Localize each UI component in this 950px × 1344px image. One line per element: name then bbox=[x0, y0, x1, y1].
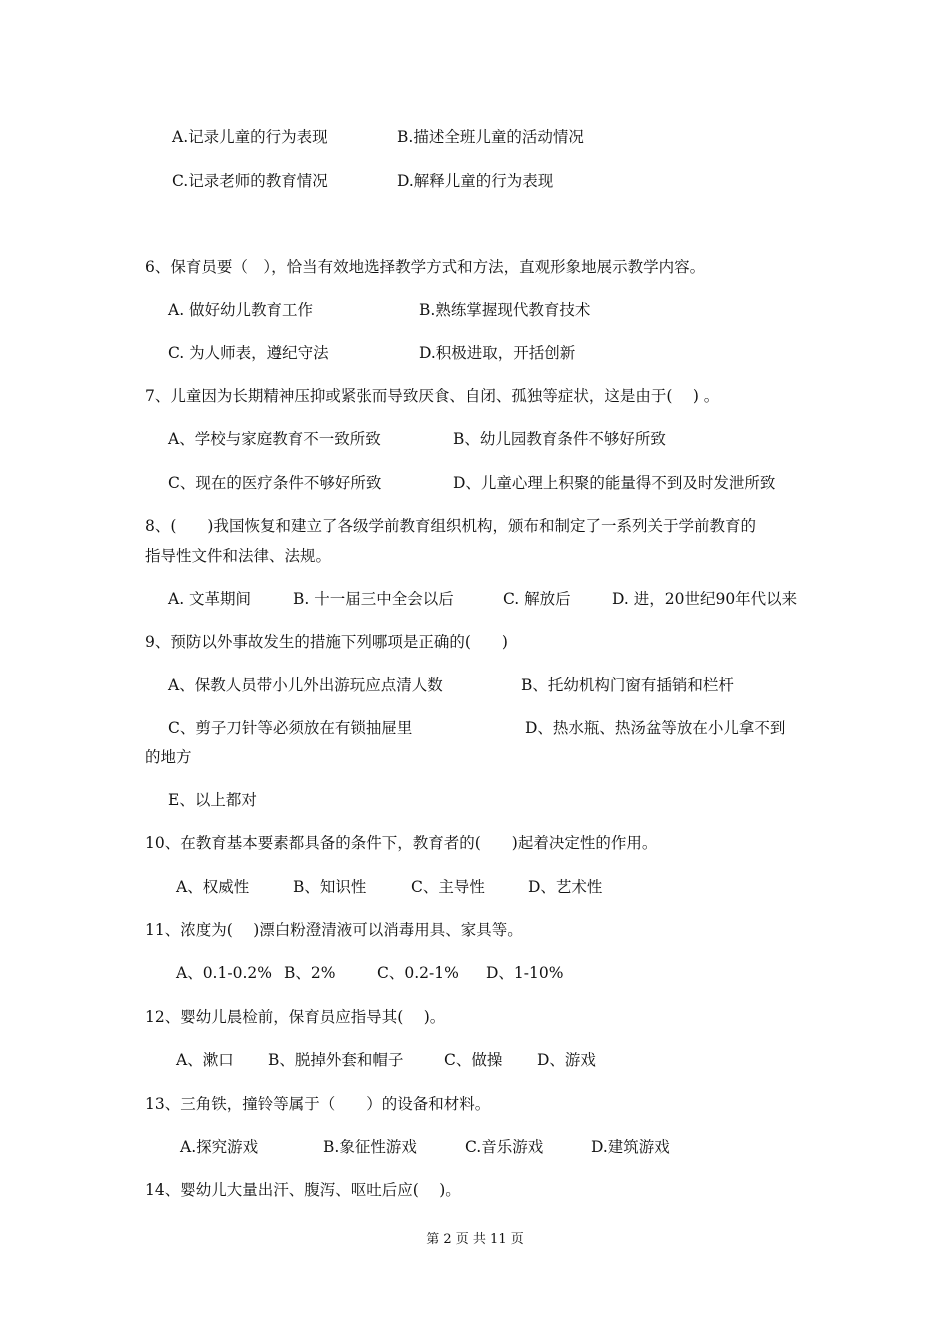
q12-option-b: B、脱掉外套和帽子 bbox=[268, 1051, 404, 1069]
q8-option-c: C. 解放后 bbox=[503, 590, 571, 608]
q8-stem-line2: 指导性文件和法律、法规。 bbox=[145, 547, 332, 565]
q6-option-b: B.熟练掌握现代教育技术 bbox=[419, 301, 591, 319]
q10-option-c: C、主导性 bbox=[411, 878, 485, 896]
q11-option-b: B、2% bbox=[284, 964, 336, 982]
q7-option-d: D、儿童心理上积聚的能量得不到及时发泄所致 bbox=[453, 474, 776, 492]
q10-option-b: B、知识性 bbox=[293, 878, 367, 896]
q13-option-b: B.象征性游戏 bbox=[323, 1138, 417, 1156]
page-number-footer: 第 2 页 共 11 页 bbox=[426, 1232, 524, 1247]
q5-option-b: B.描述全班儿童的活动情况 bbox=[397, 128, 584, 146]
q13-option-d: D.建筑游戏 bbox=[591, 1138, 670, 1156]
q11-option-c: C、0.2-1% bbox=[377, 964, 459, 982]
q13-option-c: C.音乐游戏 bbox=[465, 1138, 544, 1156]
q9-stem: 9、预防以外事故发生的措施下列哪项是正确的( ) bbox=[145, 633, 508, 651]
q5-option-d: D.解释儿童的行为表现 bbox=[397, 172, 554, 190]
q13-option-a: A.探究游戏 bbox=[180, 1138, 259, 1156]
q8-option-a: A. 文革期间 bbox=[168, 590, 252, 608]
q6-option-c: C. 为人师表，遵纪守法 bbox=[168, 344, 329, 362]
q12-stem: 12、婴幼儿晨检前，保育员应指导其( )。 bbox=[145, 1008, 446, 1026]
q13-stem: 13、三角铁，撞铃等属于（ ）的设备和材料。 bbox=[145, 1095, 491, 1113]
q10-option-d: D、艺术性 bbox=[528, 878, 603, 896]
q10-stem: 10、在教育基本要素都具备的条件下，教育者的( )起着决定性的作用。 bbox=[145, 834, 658, 852]
q6-option-a: A. 做好幼儿教育工作 bbox=[168, 301, 314, 319]
q9-option-a: A、保教人员带小儿外出游玩应点清人数 bbox=[168, 676, 443, 694]
q12-option-d: D、游戏 bbox=[537, 1051, 596, 1069]
q9-option-b: B、托幼机构门窗有插销和栏杆 bbox=[521, 676, 734, 694]
q6-stem: 6、保育员要（ ），恰当有效地选择教学方式和方法，直观形象地展示教学内容。 bbox=[145, 258, 706, 276]
q9-option-c: C、剪子刀针等必须放在有锁抽屉里 bbox=[168, 719, 413, 737]
q6-option-d: D.积极进取，开括创新 bbox=[419, 344, 576, 362]
q11-option-a: A、0.1-0.2% bbox=[176, 964, 272, 982]
q12-option-c: C、做操 bbox=[444, 1051, 503, 1069]
q5-option-c: C.记录老师的教育情况 bbox=[172, 172, 328, 190]
q8-option-d: D. 进，20世纪90年代以来 bbox=[612, 590, 798, 608]
q8-option-b: B. 十一届三中全会以后 bbox=[293, 590, 454, 608]
q8-stem-line1: 8、( )我国恢复和建立了各级学前教育组织机构，颁布和制定了一系列关于学前教育的 bbox=[145, 517, 756, 535]
q9-option-e: E、以上都对 bbox=[168, 791, 257, 809]
q7-option-b: B、幼儿园教育条件不够好所致 bbox=[453, 430, 666, 448]
q12-option-a: A、漱口 bbox=[176, 1051, 234, 1069]
q14-stem: 14、婴幼儿大量出汗、腹泻、呕吐后应( )。 bbox=[145, 1181, 461, 1199]
q7-option-a: A、学校与家庭教育不一致所致 bbox=[168, 430, 381, 448]
q5-option-a: A.记录儿童的行为表现 bbox=[172, 128, 328, 146]
q9-option-d-line2: 的地方 bbox=[145, 748, 192, 766]
q7-stem: 7、儿童因为长期精神压抑或紧张而导致厌食、自闭、孤独等症状，这是由于( ) 。 bbox=[145, 387, 720, 405]
q7-option-c: C、现在的医疗条件不够好所致 bbox=[168, 474, 382, 492]
q9-option-d-line1: D、热水瓶、热汤盆等放在小儿拿不到 bbox=[525, 719, 786, 737]
q10-option-a: A、权威性 bbox=[176, 878, 250, 896]
q11-stem: 11、浓度为( )漂白粉澄清液可以消毒用具、家具等。 bbox=[145, 921, 523, 939]
q11-option-d: D、1-10% bbox=[486, 964, 564, 982]
